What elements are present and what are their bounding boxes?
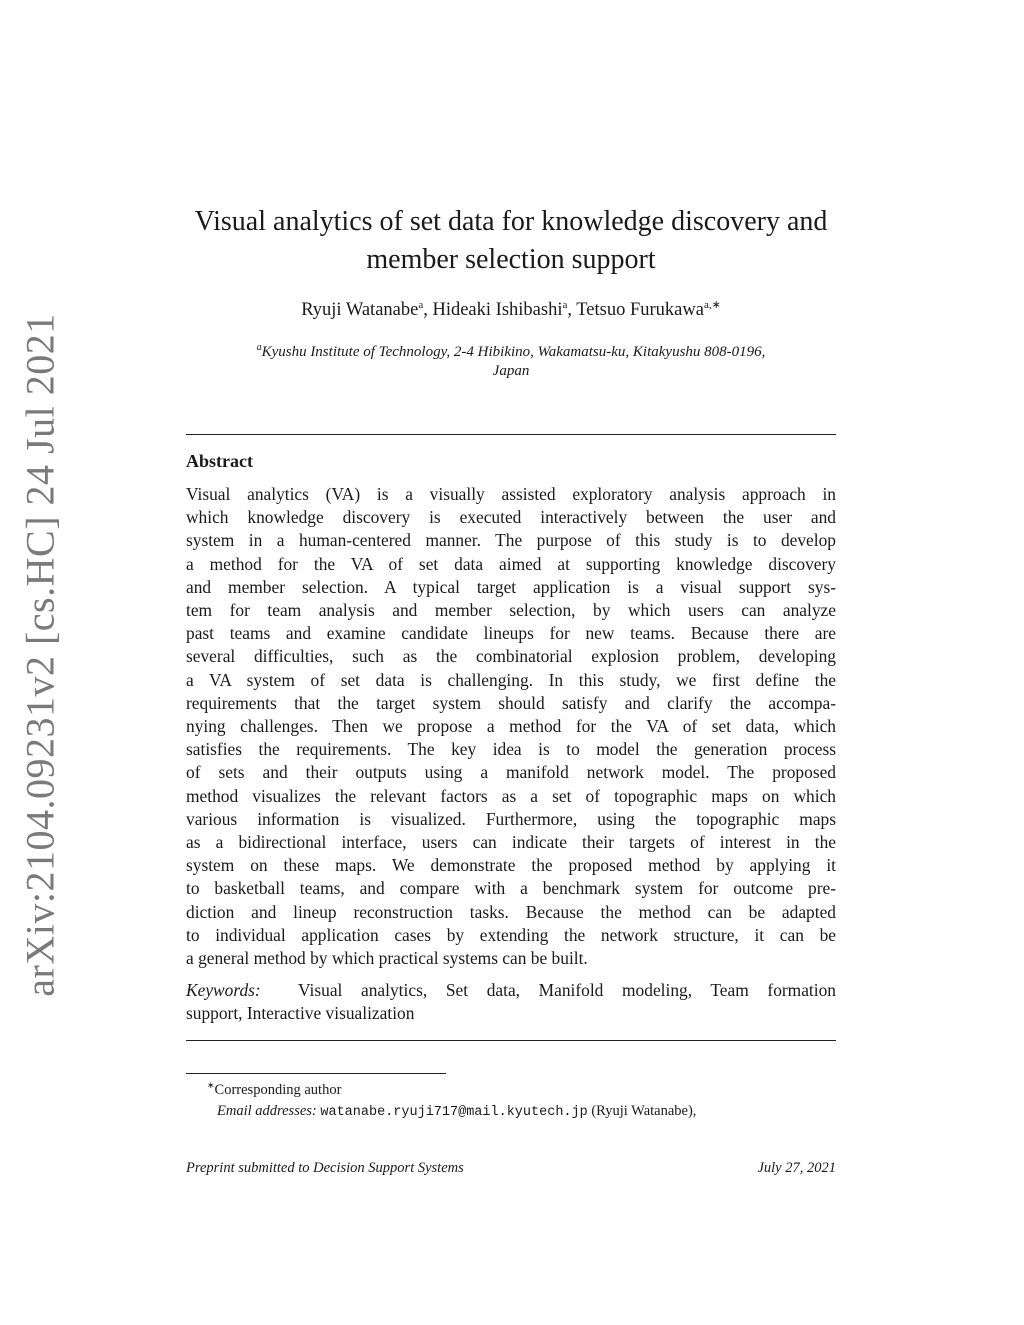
email-address[interactable]: watanabe.ryuji717@mail.kyutech.jp	[320, 1104, 588, 1120]
abstract-line: to individual application cases by extending the network structure, it can be	[186, 924, 836, 945]
author-affil-mark: a	[418, 299, 424, 311]
abstract-line: system in a human-centered manner. The purpose of this study is to develop	[186, 530, 836, 551]
abstract-line: a general method by which practical systems can be built.	[186, 948, 588, 969]
affiliation-mark: a	[256, 342, 262, 353]
abstract-line: Visual analytics (VA) is a visually assisted exploratory analysis approach in	[186, 484, 836, 504]
keywords	[186, 979, 836, 1025]
author-separator: ,	[567, 300, 577, 321]
paper-title	[186, 203, 836, 279]
title-line-2: member selection support	[366, 244, 656, 275]
author-separator: ,	[423, 300, 433, 321]
author-name: Ryuji Watanabe	[301, 300, 419, 321]
affiliation-text: Kyushu Institute of Technology, 2-4 Hibikino, Wakamatsu-ku, Kitakyushu 808-0196,	[261, 344, 766, 360]
abstract-line: system on these maps. We demonstrate the proposed method by applying it	[186, 855, 836, 876]
abstract-line: a VA system of set data is challenging. In this study, we first define the	[186, 669, 836, 690]
abstract-line: as a bidirectional interface, users can indicate their targets of interest in the	[186, 832, 836, 853]
abstract-line: a method for the VA of set data aimed at supporting knowledge discovery	[186, 553, 836, 574]
author-name: Hideaki Ishibashi	[432, 300, 563, 321]
keywords-label: Keywords:	[186, 980, 261, 1000]
abstract-line: method visualizes the relevant factors as a set of topographic maps on which	[186, 785, 836, 806]
abstract-line: tem for team analysis and member selection, by which users can analyze	[186, 600, 836, 621]
corresponding-author-note	[186, 1075, 836, 1101]
footnote	[186, 1075, 836, 1123]
keywords-line-2: support, Interactive visualization	[186, 1003, 415, 1024]
keywords-line-1	[186, 979, 836, 1002]
abstract-line: several difficulties, such as the combinatorial explosion problem, developing	[186, 646, 836, 667]
affiliation-line-2: Japan	[492, 363, 530, 379]
affiliation	[186, 338, 836, 381]
abstract-line: past teams and examine candidate lineups for new teams. Because there are	[186, 623, 836, 644]
author-affil-mark: a	[562, 299, 568, 311]
title-line-1: Visual analytics of set data for knowledge discovery and	[194, 206, 828, 237]
preprint-date: July 27, 2021	[757, 1160, 836, 1176]
author-affil-mark: a,∗	[703, 299, 721, 311]
abstract-line: of sets and their outputs using a manifold network model. The proposed	[186, 762, 836, 783]
preprint-note: Preprint submitted to Decision Support Systems	[186, 1160, 464, 1176]
abstract-line: requirements that the target system should satisfy and clarify the accompa-	[186, 692, 836, 713]
abstract-body	[186, 483, 836, 970]
arxiv-identifier: arXiv:2104.09231v2 [cs.HC] 24 Jul 2021	[17, 313, 63, 997]
email-owner: (Ryuji Watanabe),	[591, 1102, 697, 1119]
author-name: Tetsuo Furukawa	[576, 300, 704, 321]
abstract-line: satisfies the requirements. The key idea is to model the generation process	[186, 739, 836, 760]
corresponding-text: Corresponding author	[214, 1081, 342, 1098]
abstract-line: to basketball teams, and compare with a benchmark system for outcome pre-	[186, 878, 836, 899]
author-list	[186, 298, 836, 321]
affiliation-line-1	[186, 338, 836, 362]
abstract-line: and member selection. A typical target application is a visual support sys-	[186, 576, 836, 597]
email-label: Email addresses:	[217, 1102, 317, 1119]
abstract-line: nying challenges. Then we propose a method for the VA of set data, which	[186, 716, 836, 737]
keywords-text: Visual analytics, Set data, Manifold modeling, Team formation	[298, 980, 836, 1000]
top-divider	[186, 434, 836, 435]
abstract-line: various information is visualized. Furthermore, using the topographic maps	[186, 808, 836, 829]
abstract-line: diction and lineup reconstruction tasks. Because the method can be adapted	[186, 901, 836, 922]
abstract-heading: Abstract	[186, 451, 253, 471]
footnote-divider	[186, 1073, 446, 1074]
email-note	[186, 1101, 836, 1123]
corresponding-mark: ∗	[207, 1080, 215, 1090]
bottom-divider	[186, 1040, 836, 1041]
abstract-line: which knowledge discovery is executed interactively between the user and	[186, 507, 836, 528]
